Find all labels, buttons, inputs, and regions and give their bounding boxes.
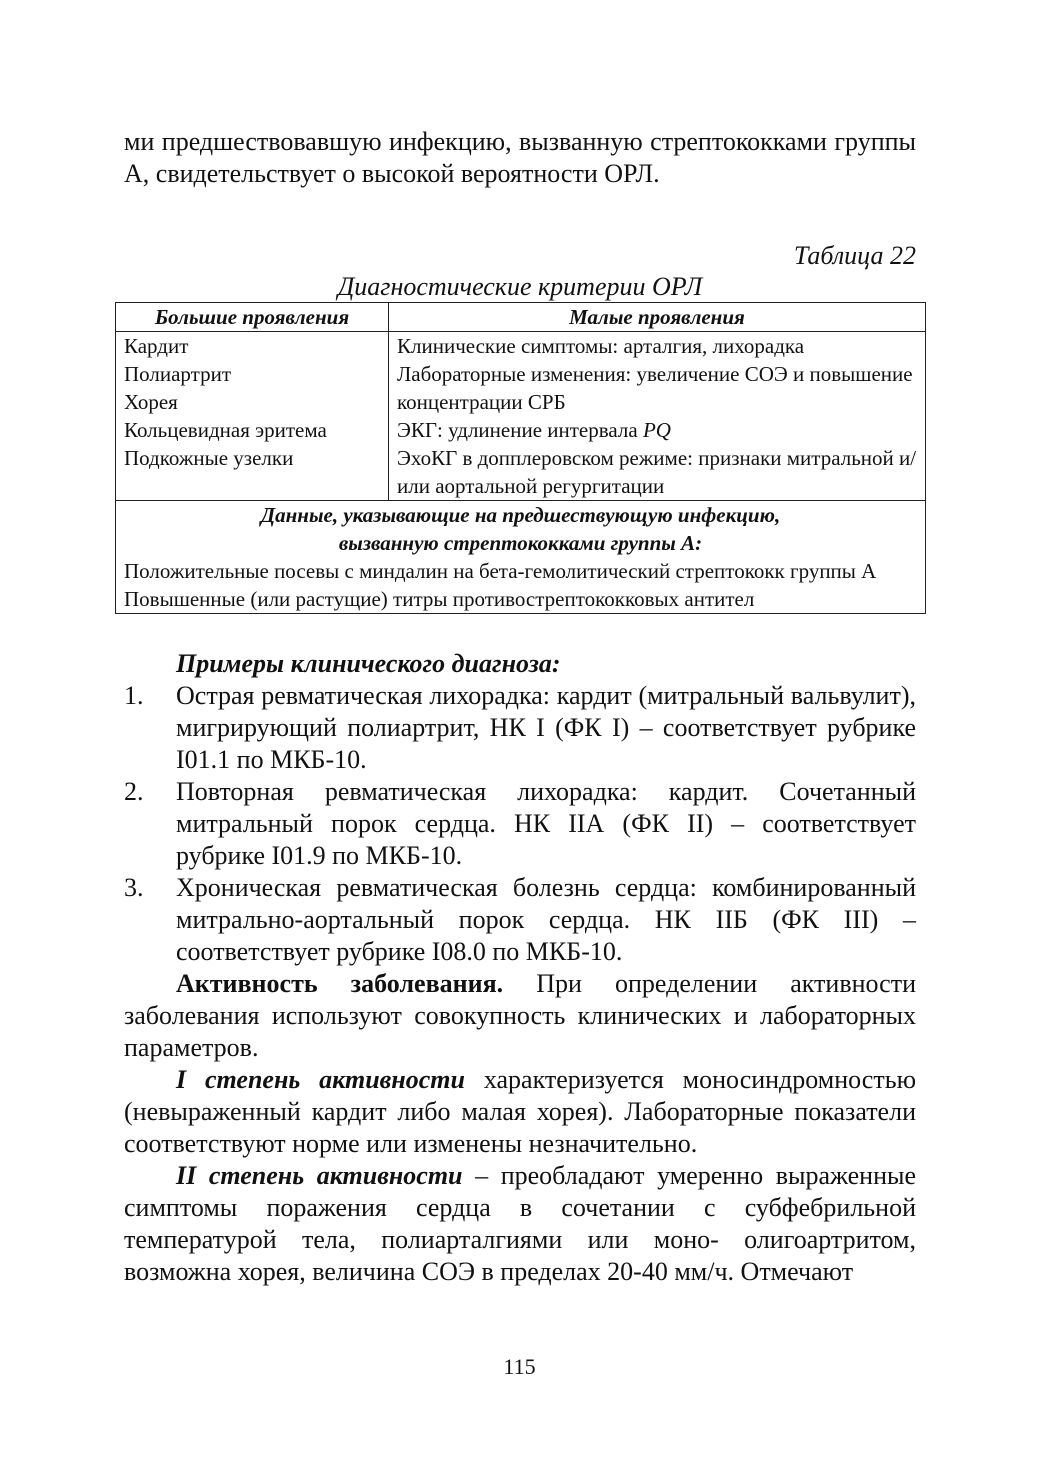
- item-text: Хроническая ревматическая болезнь сердца: комбинированный митрально-аортальный порок сердца. НК IIБ (ФК III) – соответствует рубрике I08.0 по МКБ-10.: [176, 873, 916, 966]
- strep-evidence-cell: [116, 501, 926, 614]
- activity-text: При определении активности заболевания используют совокупность клинических и лабораторных параметров.: [124, 969, 916, 1062]
- strep-heading: Данные, указывающие на предшествующую инфекцию,: [260, 503, 781, 527]
- major-criteria-cell: [116, 332, 389, 501]
- table-number: Таблица 22: [793, 241, 916, 270]
- item-text: Повторная ревматическая лихорадка: кардит. Сочетанный митральный порок сердца. НК IIА (ФК II) – соответствует рубрике I01.9 по МКБ-10.: [176, 777, 916, 870]
- degree2-lead: II степень активности: [176, 1161, 463, 1190]
- table-caption: Диагностические критерии ОРЛ: [337, 272, 703, 301]
- list-item: [124, 680, 916, 776]
- degree1-paragraph: [124, 1064, 916, 1160]
- pq-term: PQ: [642, 418, 671, 442]
- activity-lead: Активность заболевания.: [176, 969, 504, 998]
- table-row: [116, 332, 926, 501]
- examples-list: [124, 680, 916, 968]
- minor-item: ЭхоКГ в допплеровском режиме: признаки митральной и/или аортальной регургитации: [397, 446, 917, 498]
- table-header-row: [116, 303, 926, 332]
- minor-criteria-cell: [389, 332, 926, 501]
- major-item: Хорея: [124, 390, 178, 414]
- item-number: 2.: [124, 777, 144, 806]
- item-text: Острая ревматическая лихорадка: кардит (митральный вальвулит), мигрирующий полиартрит, НК I (ФК I) – соответствует рубрике I01.1 по МКБ-10.: [176, 681, 916, 774]
- degree2-text: – преобладают умеренно выраженные симптомы поражения сердца в сочетании с субфебрильной температурой тела, полиарталгиями или моно- олигоартритом, возможна хорея, величина СОЭ в пределах 20-40 мм/ч. Отмечают: [124, 1161, 916, 1286]
- ecg-text: ЭКГ: удлинение интервала: [397, 418, 643, 442]
- header-major: Большие проявления: [116, 303, 389, 332]
- item-number: 1.: [124, 681, 144, 710]
- item-number: 3.: [124, 873, 144, 902]
- minor-item: Лабораторные изменения: увеличение СОЭ и повышение концентрации СРБ: [397, 362, 913, 414]
- major-item: Подкожные узелки: [124, 446, 294, 470]
- page-number: 115: [503, 1354, 536, 1379]
- strep-item: Положительные посевы с миндалин на бета-гемолитический стрептококк группы А: [124, 559, 877, 583]
- degree1-text: характеризуется моносиндромностью (невыраженный кардит либо малая хорея). Лабораторные показатели соответствуют норме или изменены незначительно.: [124, 1065, 916, 1158]
- major-item: Кольцевидная эритема: [124, 418, 327, 442]
- criteria-table: [115, 302, 926, 614]
- degree1-lead: I степень активности: [176, 1065, 465, 1094]
- minor-item: Клинические симптомы: арталгия, лихорадка: [397, 334, 805, 358]
- major-item: Полиартрит: [124, 362, 231, 386]
- strep-item: Повышенные (или растущие) титры противострептококковых антител: [124, 587, 755, 611]
- list-item: [124, 776, 916, 872]
- major-item: Кардит: [124, 334, 189, 358]
- degree2-paragraph: [124, 1160, 916, 1288]
- strep-heading: вызванную стрептококками группы А:: [338, 531, 703, 555]
- table-row: [116, 501, 926, 614]
- activity-paragraph: [124, 968, 916, 1064]
- examples-title: Примеры клинического диагноза:: [176, 649, 561, 678]
- list-item: [124, 872, 916, 968]
- header-minor: Малые проявления: [389, 303, 926, 332]
- intro-paragraph: ми предшествовавшую инфекцию, вызванную стрептококками группы А, свидетельствует о высокой вероятности ОРЛ.: [124, 127, 916, 188]
- minor-item-ecg: [397, 416, 917, 444]
- page-content: [124, 126, 916, 1288]
